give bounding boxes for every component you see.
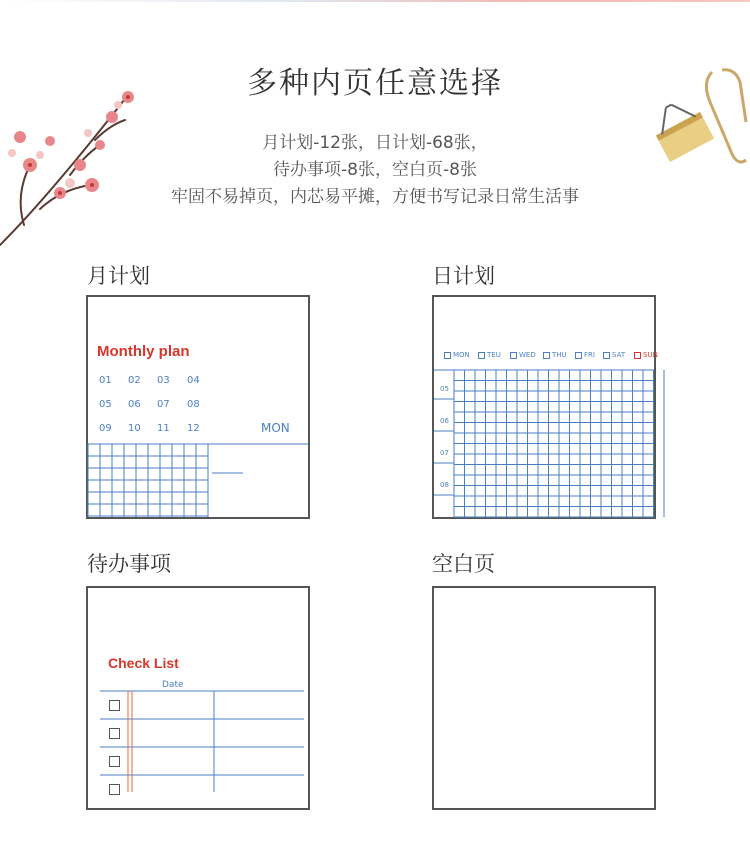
subtitle-line-2: 待办事项-8张，空白页-8张 (273, 160, 477, 180)
day-fri: FRI (575, 351, 595, 359)
checklist-lines (88, 588, 308, 808)
date-label: Date (162, 680, 184, 690)
month-06: 06 (128, 399, 141, 410)
daily-grid (434, 297, 654, 517)
month-02: 02 (128, 375, 141, 386)
day-sat: SAT (603, 351, 625, 359)
day-wed: WED (510, 351, 536, 359)
day-sun: SUN (634, 351, 658, 359)
monthly-section-label: 月计划 (87, 264, 150, 288)
month-03: 03 (157, 375, 170, 386)
day-mon: MON (444, 351, 470, 359)
page-title: 多种内页任意选择 (247, 66, 503, 101)
checkbox-2[interactable] (109, 728, 120, 739)
subtitle-line-1: 月计划-12张，日计划-68张， (262, 133, 488, 153)
top-gradient-line (0, 0, 750, 2)
checklist-title: Check List (108, 655, 179, 671)
row-08: 08 (440, 481, 449, 489)
month-08: 08 (187, 399, 200, 410)
day-thu: THU (543, 351, 567, 359)
checkbox-3[interactable] (109, 756, 120, 767)
monthly-plan-card (86, 295, 310, 519)
todo-card (86, 586, 310, 810)
checkbox-4[interactable] (109, 784, 120, 795)
month-11: 11 (157, 423, 170, 434)
month-09: 09 (99, 423, 112, 434)
checkbox-1[interactable] (109, 700, 120, 711)
daily-section-label: 日计划 (432, 264, 495, 288)
month-04: 04 (187, 375, 200, 386)
daily-plan-card (432, 295, 656, 519)
row-05: 05 (440, 385, 449, 393)
todo-section-label: 待办事项 (87, 552, 171, 576)
weekday-label: MON (261, 421, 290, 435)
day-teu: TEU (478, 351, 501, 359)
monthly-plan-title: Monthly plan (97, 343, 190, 360)
month-12: 12 (187, 423, 200, 434)
month-05: 05 (99, 399, 112, 410)
row-07: 07 (440, 449, 449, 457)
subtitle-line-3: 牢固不易掉页，内芯易平摊，方便书写记录日常生活事 (171, 187, 579, 207)
blank-section-label: 空白页 (432, 552, 495, 576)
blank-page-card (432, 586, 656, 810)
month-10: 10 (128, 423, 141, 434)
month-07: 07 (157, 399, 170, 410)
month-01: 01 (99, 375, 112, 386)
row-06: 06 (440, 417, 449, 425)
